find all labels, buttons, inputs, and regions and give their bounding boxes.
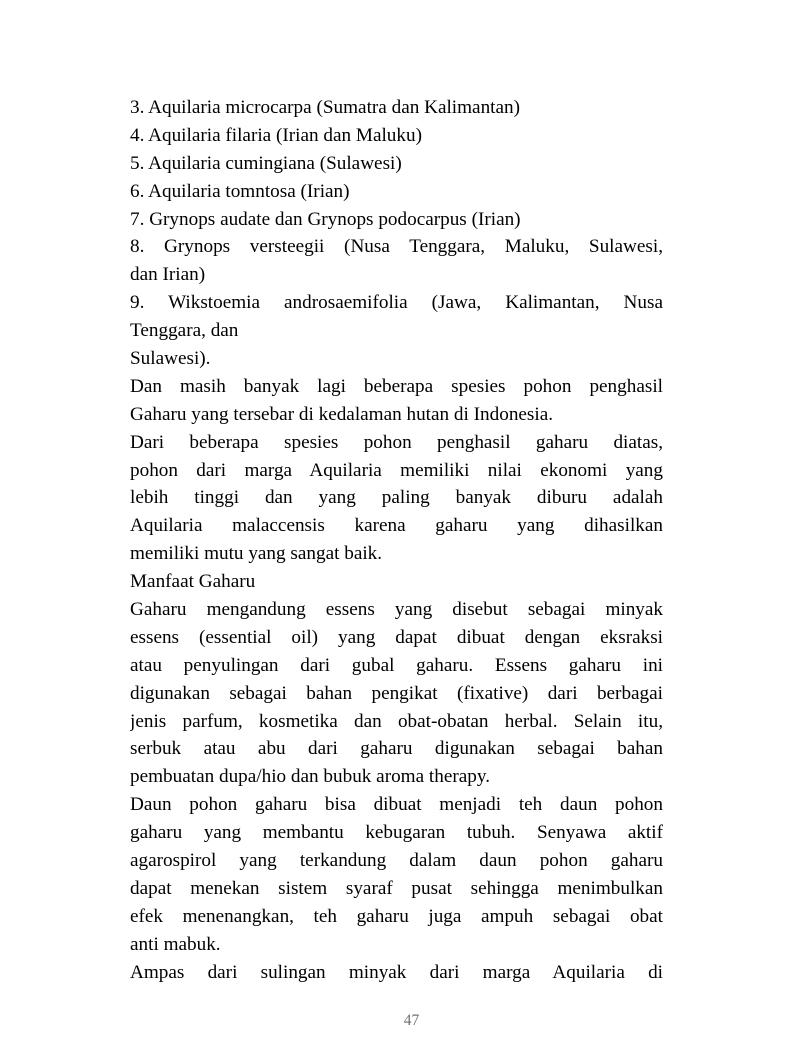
text-line: Gaharu yang tersebar di kedalaman hutan di Indonesia. — [130, 403, 554, 425]
text-line: Dari beberapa spesies pohon penghasil gaharu diatas, — [130, 431, 663, 453]
text-line: memiliki mutu yang sangat baik. — [130, 543, 383, 565]
text-line: Daun pohon gaharu bisa dibuat menjadi teh daun pohon — [130, 794, 663, 816]
text-line: digunakan sebagai bahan pengikat (fixative) dari berbagai — [130, 682, 663, 704]
text-line: Ampas dari sulingan minyak dari marga Aquilaria di — [130, 961, 663, 983]
text-line: Manfaat Gaharu — [130, 571, 256, 593]
text-line: pohon dari marga Aquilaria memiliki nilai ekonomi yang — [130, 459, 663, 481]
text-line: Sulawesi). — [130, 348, 211, 370]
text-line: 4. Aquilaria filaria (Irian dan Maluku) — [130, 124, 422, 146]
text-line: pembuatan dupa/hio dan bubuk aroma therapy. — [130, 766, 491, 788]
text-line: efek menenangkan, teh gaharu juga ampuh sebagai obat — [130, 905, 663, 927]
text-line: dan Irian) — [130, 264, 206, 286]
page-number: 47 — [403, 1012, 420, 1029]
text-line: 3. Aquilaria microcarpa (Sumatra dan Kalimantan) — [130, 97, 520, 118]
text-line: 5. Aquilaria cumingiana (Sulawesi) — [130, 152, 402, 174]
text-line: 7. Grynops audate dan Grynops podocarpus (Irian) — [130, 208, 521, 230]
text-line: Dan masih banyak lagi beberapa spesies pohon penghasil — [130, 375, 663, 397]
text-line: 6. Aquilaria tomntosa (Irian) — [130, 180, 350, 202]
text-line: agarospirol yang terkandung dalam daun pohon gaharu — [130, 850, 663, 872]
text-line: serbuk atau abu dari gaharu digunakan sebagai bahan — [130, 738, 663, 760]
text-line: atau penyulingan dari gubal gaharu. Essens gaharu ini — [130, 654, 663, 676]
text-line: Aquilaria malaccensis karena gaharu yang dihasilkan — [130, 515, 663, 537]
text-line: anti mabuk. — [130, 933, 221, 955]
text-line: dapat menekan sistem syaraf pusat sehingga menimbulkan — [130, 877, 663, 899]
text-line: lebih tinggi dan yang paling banyak diburu adalah — [130, 487, 663, 509]
text-line: 8. Grynops versteegii (Nusa Tenggara, Maluku, Sulawesi, — [130, 236, 663, 258]
text-line: jenis parfum, kosmetika dan obat-obatan herbal. Selain itu, — [130, 710, 663, 732]
text-line: Tenggara, dan — [130, 320, 239, 342]
body-text — [130, 94, 663, 987]
text-line: essens (essential oil) yang dapat dibuat dengan eksraksi — [130, 626, 663, 648]
text-line: Gaharu mengandung essens yang disebut sebagai minyak — [130, 599, 663, 621]
text-line: 9. Wikstoemia androsaemifolia (Jawa, Kalimantan, Nusa — [130, 292, 663, 314]
text-line: gaharu yang membantu kebugaran tubuh. Senyawa aktif — [130, 822, 663, 844]
